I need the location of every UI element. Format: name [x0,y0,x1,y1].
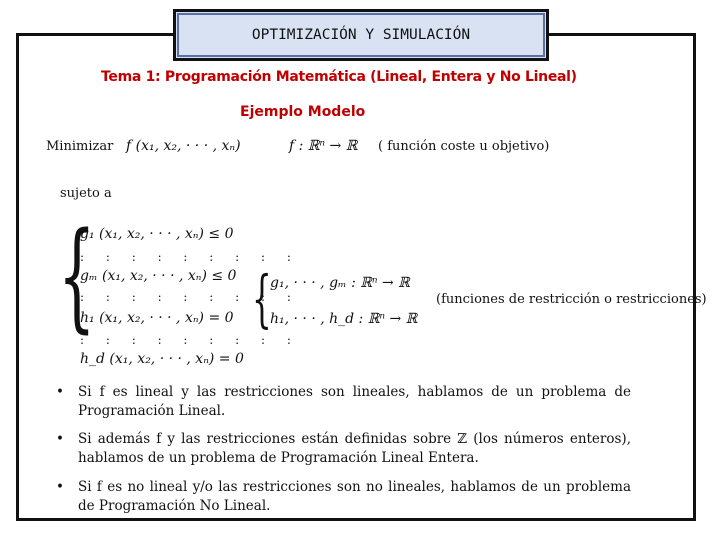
g-functions-mapping: g₁, · · · , gₘ : ℝⁿ → ℝ [270,275,410,291]
constraint-hd: h_d (x₁, x₂, · · · , xₙ) = 0 [80,351,244,367]
bullet-text: Si además f y las restricciones están definidas sobre ℤ (los números enteros), hablamos de un problema de Programación Lineal Entera. [78,431,631,466]
h-functions-mapping: h₁, · · · , h_d : ℝⁿ → ℝ [270,311,418,327]
bullet-icon: • [56,479,64,495]
bullet-icon: • [56,431,64,447]
constraints-brace: { [58,206,96,344]
objective-comment: ( función coste u objetivo) [378,139,550,154]
bullet-icon: • [56,384,64,400]
constraint-gm: gₘ (x₁, x₂, · · · , xₙ) ≤ 0 [80,268,237,284]
bullet-text: Si f es no lineal y/o las restricciones son no lineales, hablamos de un problema de Programación No Lineal. [78,479,631,514]
constraint-dots-2: : : : : : : : : : [80,290,300,304]
slide-title: OPTIMIZACIÓN Y SIMULACIÓN [251,27,471,43]
constraint-dots-3: : : : : : : : : : [80,333,300,347]
constraint-g1: g₁ (x₁, x₂, · · · , xₙ) ≤ 0 [80,226,234,242]
slide-title-box [173,9,549,61]
topic-heading: Tema 1: Programación Matemática (Lineal, Entera y No Lineal) [101,69,577,85]
objective-mapping: f : ℝⁿ → ℝ [289,138,358,154]
bullet-text: Si f es lineal y las restricciones son lineales, hablamos de un problema de Programación Lineal. [78,384,631,419]
minimize-label: Minimizar [46,139,114,154]
bullet-nonlinear [56,478,631,516]
constraint-h1: h₁ (x₁, x₂, · · · , xₙ) = 0 [80,310,234,326]
objective-function: f (x₁, x₂, · · · , xₙ) [126,138,241,154]
example-heading: Ejemplo Modelo [240,104,366,120]
bullet-linear [56,383,631,421]
bullet-integer [56,430,631,468]
subject-to-label: sujeto a [60,186,112,201]
constraint-dots-1: : : : : : : : : : [80,250,300,264]
maps-brace: { [252,262,272,335]
restrictions-comment: (funciones de restricción o restricciones) [436,292,707,307]
